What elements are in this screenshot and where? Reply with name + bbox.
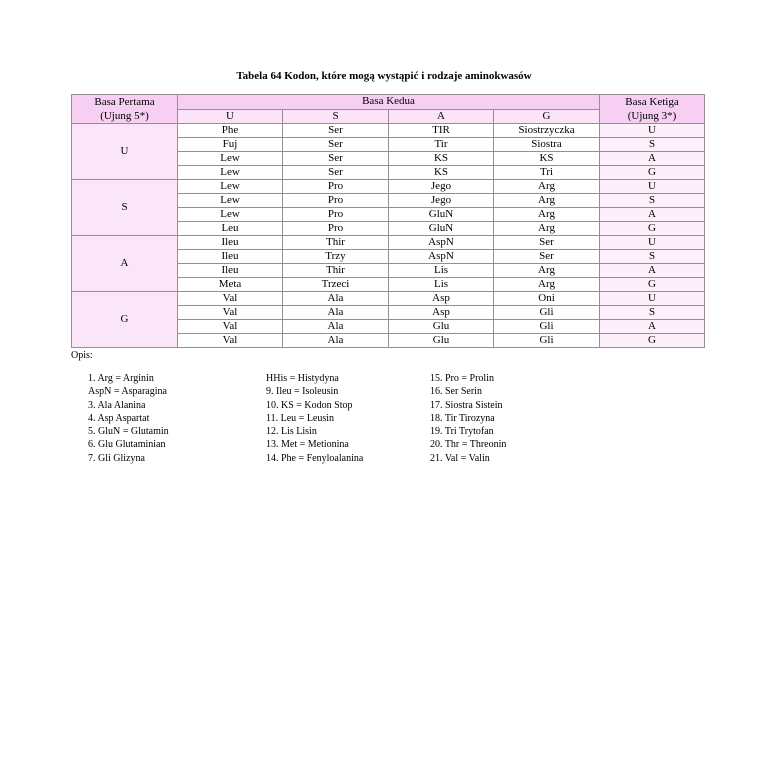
amino-acid-cell: Gli <box>494 306 600 320</box>
amino-acid-cell: Arg <box>494 208 600 222</box>
legend-item: 3. Ala Alanina <box>88 399 146 411</box>
amino-acid-cell: AspN <box>389 236 494 250</box>
third-base-cell: G <box>600 278 705 292</box>
first-base-cell: G <box>72 292 178 348</box>
third-base-cell: S <box>600 194 705 208</box>
amino-acid-cell: Phe <box>178 124 283 138</box>
amino-acid-cell: Val <box>178 292 283 306</box>
legend-item: 15. Pro = Prolin <box>430 373 494 384</box>
first-base-header: Basa Pertama (Ujung 5*) <box>72 95 178 124</box>
legend-item: 21. Val = Valin <box>430 452 490 464</box>
amino-acid-cell: Arg <box>494 264 600 278</box>
amino-acid-cell: Ser <box>494 250 600 264</box>
amino-acid-cell: Lew <box>178 180 283 194</box>
amino-acid-cell: Ser <box>283 124 389 138</box>
legend-item: 19. Tri Trytofan <box>430 426 494 438</box>
third-base-cell: U <box>600 180 705 194</box>
amino-acid-cell: KS <box>389 166 494 180</box>
amino-acid-cell: Pro <box>283 194 389 208</box>
third-base-cell: G <box>600 166 705 180</box>
amino-acid-cell: Ser <box>283 152 389 166</box>
amino-acid-cell: Pro <box>283 208 389 222</box>
amino-acid-cell: Jego <box>389 194 494 208</box>
legend-item: 4. Asp Aspartat <box>88 412 150 424</box>
amino-acid-cell: TIR <box>389 124 494 138</box>
amino-acid-cell: Val <box>178 334 283 348</box>
legend-heading: Opis: <box>71 350 93 361</box>
amino-acid-cell: Lis <box>389 278 494 292</box>
amino-acid-cell: Trzy <box>283 250 389 264</box>
third-base-cell: U <box>600 236 705 250</box>
legend-column-2 <box>266 372 363 465</box>
amino-acid-cell: Siostra <box>494 138 600 152</box>
amino-acid-cell: Arg <box>494 180 600 194</box>
amino-acid-cell: Lew <box>178 166 283 180</box>
amino-acid-cell: GluN <box>389 222 494 236</box>
legend-item: 6. Glu Glutaminian <box>88 439 166 451</box>
legend-item: 12. Lis Lisin <box>266 426 317 438</box>
third-base-cell: S <box>600 250 705 264</box>
amino-acid-cell: Oni <box>494 292 600 306</box>
amino-acid-cell: Lew <box>178 208 283 222</box>
legend-item: 11. Leu = Leusin <box>266 412 335 424</box>
third-base-cell: S <box>600 306 705 320</box>
amino-acid-cell: Val <box>178 306 283 320</box>
amino-acid-cell: Arg <box>494 194 600 208</box>
table-title: Tabela 64 Kodon, które mogą wystąpić i rodzaje aminokwasów <box>236 70 532 82</box>
amino-acid-cell: Val <box>178 320 283 334</box>
amino-acid-cell: Pro <box>283 222 389 236</box>
legend-item: 10. KS = Kodon Stop <box>266 399 353 411</box>
table-row <box>72 180 705 194</box>
amino-acid-cell: Thir <box>283 264 389 278</box>
amino-acid-cell: Arg <box>494 278 600 292</box>
legend-item: 7. Gli Glizyna <box>88 452 145 464</box>
amino-acid-cell: Arg <box>494 222 600 236</box>
first-base-cell: U <box>72 124 178 180</box>
third-base-cell: U <box>600 124 705 138</box>
amino-acid-cell: Pro <box>283 180 389 194</box>
legend-item: 17. Siostra Sistein <box>430 399 503 411</box>
third-base-cell: A <box>600 320 705 334</box>
third-base-cell: S <box>600 138 705 152</box>
legend-item: 9. Ileu = Isoleusin <box>266 386 339 398</box>
legend-item: 1. Arg = Arginin <box>88 373 154 384</box>
amino-acid-cell: Meta <box>178 278 283 292</box>
second-base-col-g: G <box>494 109 600 124</box>
third-base-header: Basa Ketiga (Ujung 3*) <box>600 95 705 124</box>
codon-table <box>71 94 705 348</box>
amino-acid-cell: Ser <box>494 236 600 250</box>
legend-item: HHis = Histydyna <box>266 373 339 384</box>
legend-item: 14. Phe = Fenyloalanina <box>266 452 364 464</box>
legend-item: 13. Met = Metionina <box>266 439 349 451</box>
amino-acid-cell: Fuj <box>178 138 283 152</box>
second-base-col-u: U <box>178 109 283 124</box>
amino-acid-cell: Ala <box>283 320 389 334</box>
second-base-col-a: A <box>389 109 494 124</box>
legend-item: AspN = Asparagina <box>88 386 167 398</box>
legend-item: 5. GluN = Glutamin <box>88 426 169 438</box>
legend-item: 16. Ser Serin <box>430 386 482 398</box>
amino-acid-cell: Ser <box>283 138 389 152</box>
legend-item: 18. Tir Tirozyna <box>430 412 495 424</box>
table-row <box>72 236 705 250</box>
third-base-cell: A <box>600 264 705 278</box>
amino-acid-cell: Ala <box>283 292 389 306</box>
amino-acid-cell: Gli <box>494 320 600 334</box>
legend-item: 20. Thr = Threonin <box>430 439 507 451</box>
amino-acid-cell: Tir <box>389 138 494 152</box>
legend-column-3 <box>430 372 506 465</box>
amino-acid-cell: Siostrzyczka <box>494 124 600 138</box>
amino-acid-cell: Gli <box>494 334 600 348</box>
table-row <box>72 292 705 306</box>
amino-acid-cell: Glu <box>389 334 494 348</box>
amino-acid-cell: Ileu <box>178 236 283 250</box>
amino-acid-cell: Ala <box>283 334 389 348</box>
amino-acid-cell: GluN <box>389 208 494 222</box>
first-base-cell: A <box>72 236 178 292</box>
amino-acid-cell: Ileu <box>178 250 283 264</box>
amino-acid-cell: KS <box>389 152 494 166</box>
third-base-cell: A <box>600 208 705 222</box>
legend-column-1 <box>88 372 169 465</box>
first-base-cell: S <box>72 180 178 236</box>
amino-acid-cell: Jego <box>389 180 494 194</box>
amino-acid-cell: Asp <box>389 306 494 320</box>
table-row <box>72 124 705 138</box>
amino-acid-cell: Glu <box>389 320 494 334</box>
amino-acid-cell: Ala <box>283 306 389 320</box>
amino-acid-cell: Lew <box>178 152 283 166</box>
amino-acid-cell: AspN <box>389 250 494 264</box>
amino-acid-cell: Asp <box>389 292 494 306</box>
third-base-cell: G <box>600 334 705 348</box>
third-base-cell: G <box>600 222 705 236</box>
amino-acid-cell: Trzeci <box>283 278 389 292</box>
amino-acid-cell: Leu <box>178 222 283 236</box>
amino-acid-cell: Thir <box>283 236 389 250</box>
third-base-cell: A <box>600 152 705 166</box>
amino-acid-cell: Lis <box>389 264 494 278</box>
third-base-cell: U <box>600 292 705 306</box>
amino-acid-cell: Ser <box>283 166 389 180</box>
second-base-col-s: S <box>283 109 389 124</box>
amino-acid-cell: Tri <box>494 166 600 180</box>
second-base-header: Basa Kedua <box>178 95 600 110</box>
amino-acid-cell: Lew <box>178 194 283 208</box>
amino-acid-cell: KS <box>494 152 600 166</box>
amino-acid-cell: Ileu <box>178 264 283 278</box>
